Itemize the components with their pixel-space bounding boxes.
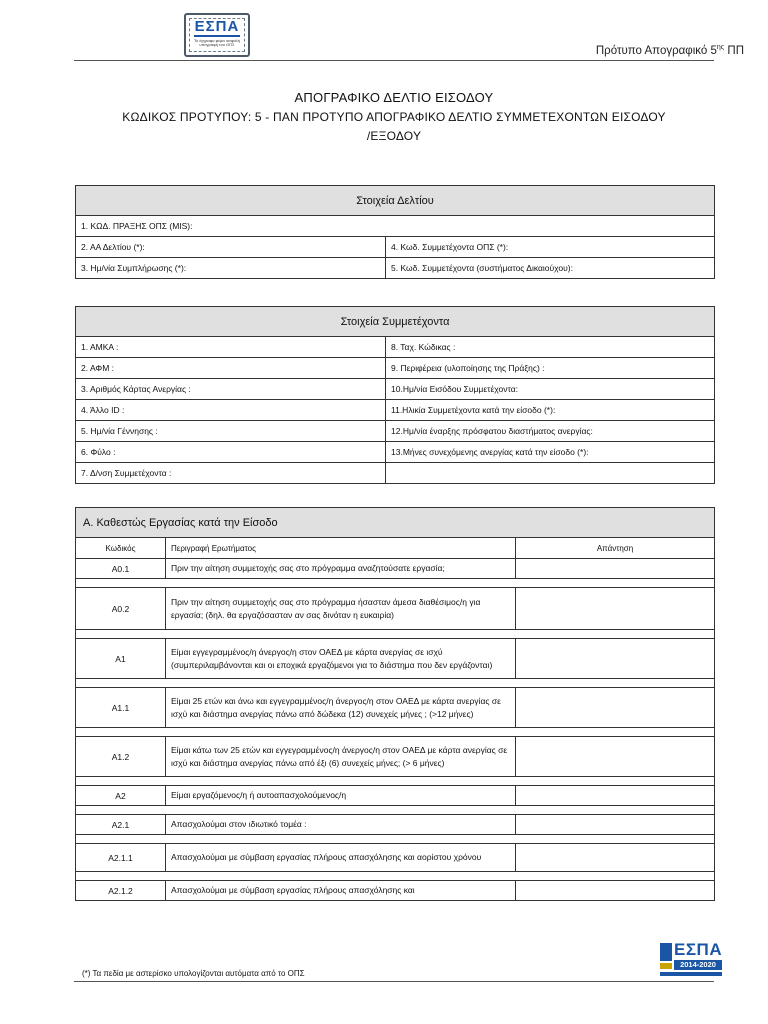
row-code: Α1.2 (76, 737, 166, 777)
column-header-question: Περιγραφή Ερωτήματος (166, 538, 516, 559)
section-heading-participant: Στοιχεία Συμμετέχοντα (76, 307, 715, 337)
deltio-details-table (75, 185, 715, 279)
field-postal-code[interactable]: 8. Ταχ. Κώδικας : (386, 337, 715, 358)
field-afm[interactable]: 2. ΑΦΜ : (76, 358, 386, 379)
logo-years: 2014-2020 (674, 960, 722, 970)
logo-caption: Το έγγραφο φέρει ασφαλή υπογραφή του ΟΠΣ (194, 39, 240, 47)
answer-cell[interactable] (516, 639, 715, 679)
row-spacer (76, 806, 715, 815)
row-question: Πριν την αίτηση συμμετοχής σας στο πρόγραμμα αναζητούσατε εργασία; (166, 559, 516, 579)
footnote: (*) Τα πεδία με αστερίσκο υπολογίζονται αυτόματα από το ΟΠΣ (82, 969, 305, 978)
row-question: Απασχολούμαι με σύμβαση εργασίας πλήρους απασχόλησης και αορίστου χρόνου (166, 844, 516, 872)
logo-stripe (660, 972, 722, 976)
row-question: Απασχολούμαι στον ιδιωτικό τομέα : (166, 815, 516, 835)
field-gender[interactable]: 6. Φύλο : (76, 442, 386, 463)
answer-cell[interactable] (516, 688, 715, 728)
table-row (76, 737, 715, 777)
logo-text: ΕΣΠΑ (194, 18, 240, 35)
row-spacer (76, 728, 715, 737)
section-heading-employment: Α. Καθεστώς Εργασίας κατά την Είσοδο (76, 508, 715, 538)
row-question: Είμαι εργαζόμενος/η ή αυτοαπασχολούμενος/η (166, 786, 516, 806)
footer-divider (74, 981, 714, 982)
field-completion-date[interactable]: 3. Ημ/νία Συμπλήρωσης (*): (76, 258, 386, 279)
row-code: Α0.2 (76, 588, 166, 630)
employment-status-table (75, 507, 715, 901)
field-participant-ops-code[interactable]: 4. Κωδ. Συμμετέχοντα ΟΠΣ (*): (386, 237, 715, 258)
row-spacer (76, 679, 715, 688)
field-region[interactable]: 9. Περιφέρεια (υλοποίησης της Πράξης) : (386, 358, 715, 379)
eu-flag-icon (660, 943, 672, 961)
table-row (76, 881, 715, 901)
row-code: Α2.1 (76, 815, 166, 835)
answer-cell[interactable] (516, 815, 715, 835)
table-row (76, 786, 715, 806)
field-address[interactable]: 7. Δ/νση Συμμετέχοντα : (76, 463, 386, 484)
field-age-at-entry[interactable]: 11.Ηλικία Συμμετέχοντα κατά την είσοδο (*): (386, 400, 715, 421)
field-participant-beneficiary-code[interactable]: 5. Κωδ. Συμμετέχοντα (συστήματος Δικαιούχου): (386, 258, 715, 279)
row-question: Είμαι κάτω των 25 ετών και εγγεγραμμένος/η άνεργος/η στον ΟΑΕΔ με κάρτα ανεργίας σε ισχύ και διάστημα ανεργίας πάνω από έξι (6) συνεχείς μήνες; (> 6 μήνες) (166, 737, 516, 777)
table-row (76, 588, 715, 630)
row-spacer (76, 872, 715, 881)
row-question: Είμαι 25 ετών και άνω και εγγεγραμμένος/η άνεργος/η στον ΟΑΕΔ με κάρτα ανεργίας σε ισχύ και διάστημα ανεργίας πάνω από δώδεκα (12) συνεχείς μήνες ; (>12 μήνες) (166, 688, 516, 728)
answer-cell[interactable] (516, 881, 715, 901)
field-unemployment-months[interactable]: 13.Μήνες συνεχόμενης ανεργίας κατά την είσοδο (*): (386, 442, 715, 463)
template-label: Πρότυπο Απογραφικό $5^{\eta\varsigma}$ ΠΠ (595, 44, 744, 57)
field-entry-date[interactable]: 10.Ημ/νία Εισόδου Συμμετέχοντα: (386, 379, 715, 400)
eu-stripe-icon (660, 963, 672, 969)
field-other-id[interactable]: 4. Άλλο ID : (76, 400, 386, 421)
row-code: Α2 (76, 786, 166, 806)
column-header-answer: Απάντηση (516, 538, 715, 559)
field-amka[interactable]: 1. ΑΜΚΑ : (76, 337, 386, 358)
table-row (76, 559, 715, 579)
answer-cell[interactable] (516, 559, 715, 579)
row-spacer (76, 579, 715, 588)
row-spacer (76, 630, 715, 639)
participant-details-table (75, 306, 715, 484)
row-code: Α0.1 (76, 559, 166, 579)
answer-cell[interactable] (516, 844, 715, 872)
section-heading-deltio: Στοιχεία Δελτίου (76, 186, 715, 216)
document-title: ΑΠΟΓΡΑΦΙΚΟ ΔΕΛΤΙΟ ΕΙΣΟΔΟΥ (294, 90, 494, 105)
row-code: Α1 (76, 639, 166, 679)
empty-cell (386, 463, 715, 484)
logo-underline (194, 35, 240, 37)
row-question: Πριν την αίτηση συμμετοχής σας στο πρόγραμμα ήσασταν άμεσα διαθέσιμος/η για εργασία; (δηλ. θα εργαζόσασταν αν σας δινόταν η ευκαιρία) (166, 588, 516, 630)
answer-cell[interactable] (516, 786, 715, 806)
row-spacer (76, 777, 715, 786)
table-row (76, 844, 715, 872)
field-deltio-number[interactable]: 2. ΑΑ Δελτίου (*): (76, 237, 386, 258)
logo-bottom-text: ΕΣΠΑ (674, 940, 723, 959)
field-unemployment-start[interactable]: 12.Ημ/νία έναρξης πρόσφατου διαστήματος ανεργίας: (386, 421, 715, 442)
column-header-code: Κωδικός (76, 538, 166, 559)
field-birth-date[interactable]: 5. Ημ/νία Γέννησης : (76, 421, 386, 442)
answer-cell[interactable] (516, 737, 715, 777)
field-unemployment-card[interactable]: 3. Αριθμός Κάρτας Ανεργίας : (76, 379, 386, 400)
row-question: Είμαι εγγεγραμμένος/η άνεργος/η στον ΟΑΕΔ με κάρτα ανεργίας σε ισχύ (συμπεριλαμβάνονται και οι εποχικά εργαζόμενοι για το διάστημα που δεν εργάζονται) (166, 639, 516, 679)
header-divider (74, 60, 714, 61)
espa-logo-bottom (660, 940, 722, 980)
answer-cell[interactable] (516, 588, 715, 630)
field-mis-code[interactable]: 1. ΚΩΔ. ΠΡΑΞΗΣ ΟΠΣ (MIS): (76, 216, 715, 237)
row-question: Απασχολούμαι με σύμβαση εργασίας πλήρους απασχόλησης και (166, 881, 516, 901)
espa-logo-top (184, 13, 250, 57)
table-row (76, 639, 715, 679)
row-code: Α2.1.1 (76, 844, 166, 872)
table-row (76, 815, 715, 835)
document-subtitle: ΚΩΔΙΚΟΣ ΠΡΟΤΥΠΟΥ: 5 - ΠΑΝ ΠΡΟΤΥΠΟ ΑΠΟΓΡΑΦΙΚΟ ΔΕΛΤΙΟ ΣΥΜΜΕΤΕΧΟΝΤΩΝ ΕΙΣΟΔΟΥ /ΕΞΟΔΟΥ (122, 110, 666, 143)
table-row (76, 688, 715, 728)
row-code: Α2.1.2 (76, 881, 166, 901)
row-spacer (76, 835, 715, 844)
row-code: Α1.1 (76, 688, 166, 728)
